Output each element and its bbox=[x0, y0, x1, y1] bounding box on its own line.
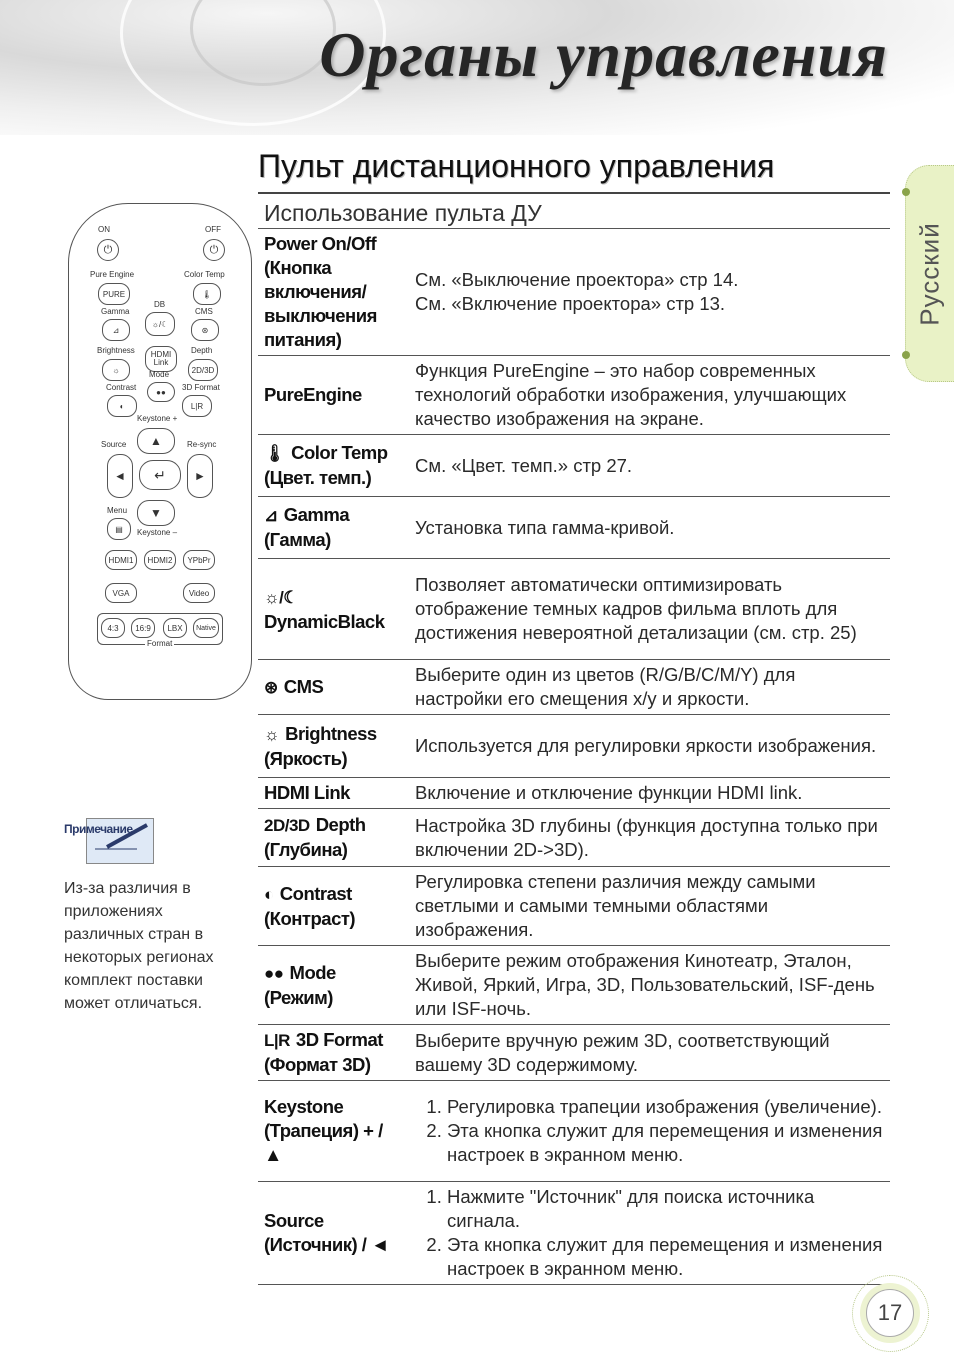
table-row bbox=[258, 356, 890, 435]
cms-icon: ⊛ bbox=[191, 319, 219, 341]
gamma-icon: ⊿ bbox=[102, 319, 130, 341]
remote-label-color-temp: Color Temp bbox=[184, 270, 225, 279]
function-description bbox=[407, 356, 890, 435]
function-description bbox=[407, 1081, 890, 1182]
table-row bbox=[258, 229, 890, 356]
remote-16-9-button: 16:9 bbox=[131, 618, 155, 638]
description-text: См. «Цвет. темп.» стр 27. bbox=[415, 454, 633, 476]
description-text: Функция PureEngine – это набор современных технологий обработки изображения, улучшающих качество изображения на экране. bbox=[415, 360, 847, 429]
brightness-icon: ☼ bbox=[102, 359, 130, 381]
remote-control-illustration bbox=[68, 203, 252, 700]
function-description bbox=[407, 497, 890, 559]
function-description bbox=[407, 229, 890, 356]
function-name-text: Contrast (Контраст) bbox=[264, 882, 356, 929]
table-row bbox=[258, 559, 890, 660]
function-icon: L|R bbox=[264, 1031, 290, 1050]
function-name-text: 3D Format (Формат 3D) bbox=[264, 1029, 383, 1075]
function-name bbox=[258, 497, 407, 559]
page-number: 17 bbox=[866, 1289, 914, 1337]
remote-label-keystone-minus: Keystone – bbox=[137, 528, 178, 537]
remote-label-source: Source bbox=[101, 440, 127, 449]
function-name-text: Mode (Режим) bbox=[264, 961, 336, 1008]
function-icon: 2D/3D bbox=[264, 816, 310, 835]
description-text: Позволяет автоматически оптимизировать отображение темных кадров фильма вплоть для достижения невероятной детализации (см. стр. 25) bbox=[415, 574, 857, 643]
function-icon: ⊿ bbox=[264, 506, 278, 525]
description-text: Используется для регулировки яркости изображения. bbox=[415, 735, 877, 756]
table-row bbox=[258, 1081, 890, 1182]
remote-label-on: ON bbox=[98, 225, 110, 234]
description-text: Выберите один из цветов (R/G/B/C/M/Y) для настройки его смещения x/y и яркости. bbox=[415, 664, 796, 709]
function-name bbox=[258, 715, 407, 778]
description-text: Настройка 3D глубины (функция доступна только при включении 2D->3D). bbox=[415, 814, 878, 860]
power-on-icon: ⏻ bbox=[97, 239, 119, 261]
function-name bbox=[258, 660, 407, 715]
function-name-text: HDMI Link bbox=[264, 782, 350, 803]
function-icon: ⊛ bbox=[264, 677, 278, 697]
function-name bbox=[258, 1182, 407, 1285]
table-row bbox=[258, 778, 890, 809]
function-name bbox=[258, 946, 407, 1025]
function-name bbox=[258, 229, 407, 356]
list-item: 2. Эта кнопка служит для перемещения и изменения настроек в экранном меню. bbox=[447, 1233, 884, 1281]
list-item: 2. Эта кнопка служит для перемещения и изменения настроек в экранном меню. bbox=[447, 1119, 884, 1167]
function-icon: ●● bbox=[264, 963, 284, 983]
description-text: См. «Выключение проектора» стр 14. См. «Включение проектора» стр 13. bbox=[415, 269, 739, 314]
remote-hdmi2-button: HDMI2 bbox=[144, 550, 176, 570]
function-name-text: PureEngine bbox=[264, 384, 362, 405]
table-row bbox=[258, 660, 890, 715]
table-row bbox=[258, 946, 890, 1025]
power-off-icon: ⏻ bbox=[203, 239, 225, 261]
note-label: Примечание bbox=[64, 822, 133, 836]
function-name-text: DynamicBlack bbox=[264, 610, 385, 632]
table-row bbox=[258, 867, 890, 946]
table-row bbox=[258, 809, 890, 867]
table-row bbox=[258, 1025, 890, 1081]
subsection-title: Использование пульта ДУ bbox=[264, 200, 542, 226]
resync-right-icon: ► bbox=[187, 454, 213, 498]
remote-label-3d-format: 3D Format bbox=[182, 383, 220, 392]
function-name-text: Gamma (Гамма) bbox=[264, 504, 350, 550]
description-text: Включение и отключение функции HDMI link. bbox=[415, 782, 803, 803]
page-title: Органы управления bbox=[319, 19, 888, 90]
function-name-text: CMS bbox=[283, 675, 324, 697]
function-name bbox=[258, 778, 407, 809]
remote-label-keystone-plus: Keystone + bbox=[137, 414, 178, 423]
function-name bbox=[258, 867, 407, 946]
language-label: Русский bbox=[914, 221, 945, 326]
description-text: Регулировка степени различия между самыми светлыми и самыми темными областями изображения. bbox=[415, 871, 816, 940]
remote-label-db: DB bbox=[154, 300, 166, 309]
function-name bbox=[258, 1081, 407, 1182]
remote-label-mode: Mode bbox=[149, 370, 170, 379]
function-icon: ◐ bbox=[264, 884, 274, 904]
remote-label-off: OFF bbox=[205, 225, 221, 234]
function-name bbox=[258, 356, 407, 435]
function-icon: ☼/☾ bbox=[264, 587, 299, 607]
function-description bbox=[407, 435, 890, 497]
list-item: 1. Регулировка трапеции изображения (увеличение). bbox=[447, 1095, 884, 1119]
remote-lbx-button: LBX bbox=[163, 618, 187, 638]
remote-label-menu: Menu bbox=[107, 506, 128, 515]
function-description bbox=[407, 946, 890, 1025]
keystone-up-icon: ▲ bbox=[137, 428, 175, 454]
section-divider bbox=[258, 192, 890, 194]
3d-format-icon: L|R bbox=[182, 395, 212, 417]
function-name-text: Keystone (Трапеция) + / ▲ bbox=[264, 1096, 383, 1165]
function-description bbox=[407, 1182, 890, 1285]
description-text: Выберите вручную режим 3D, соответствующий вашему 3D содержимому. bbox=[415, 1029, 830, 1075]
keystone-down-icon: ▼ bbox=[137, 500, 175, 526]
tab-dot bbox=[902, 351, 910, 359]
function-name bbox=[258, 435, 407, 497]
function-description bbox=[407, 778, 890, 809]
menu-icon: ▤ bbox=[107, 518, 131, 540]
function-description bbox=[407, 715, 890, 778]
enter-icon: ↵ bbox=[139, 460, 181, 490]
function-description bbox=[407, 559, 890, 660]
depth-icon: 2D/3D bbox=[188, 359, 218, 381]
remote-functions-table bbox=[258, 228, 890, 1285]
function-description bbox=[407, 1025, 890, 1081]
remote-ypbpr-button: YPbPr bbox=[183, 550, 215, 570]
remote-video-button: Video bbox=[183, 583, 215, 603]
function-name bbox=[258, 559, 407, 660]
function-name-text: Color Temp (Цвет. темп.) bbox=[264, 442, 388, 488]
remote-4-3-button: 4:3 bbox=[101, 618, 125, 638]
function-name-text: Depth (Глубина) bbox=[264, 814, 366, 860]
function-description bbox=[407, 867, 890, 946]
section-title: Пульт дистанционного управления bbox=[258, 148, 775, 184]
source-left-icon: ◄ bbox=[107, 454, 133, 498]
function-description bbox=[407, 809, 890, 867]
tab-dot bbox=[902, 188, 910, 196]
remote-hdmi1-button: HDMI1 bbox=[105, 550, 137, 570]
remote-vga-button: VGA bbox=[105, 583, 137, 603]
note-text: Из-за различия в приложениях различных стран в некоторых регионах комплект поставки может отличаться. bbox=[64, 880, 214, 1012]
description-text: Установка типа гамма-кривой. bbox=[415, 516, 675, 538]
function-name-text: Brightness (Яркость) bbox=[264, 722, 377, 769]
function-icon: ☼ bbox=[264, 724, 280, 744]
dynamic-black-icon: ☼/☾ bbox=[145, 312, 175, 336]
list-item: 1. Нажмите "Источник" для поиска источника сигнала. bbox=[447, 1185, 884, 1233]
color-temp-icon: 🌡 bbox=[193, 283, 221, 305]
steps-list bbox=[415, 1095, 884, 1167]
table-row bbox=[258, 435, 890, 497]
remote-label-contrast: Contrast bbox=[106, 383, 137, 392]
language-tab bbox=[905, 165, 954, 382]
contrast-icon: ◐ bbox=[107, 395, 137, 417]
remote-label-resync: Re-sync bbox=[187, 440, 217, 449]
remote-hdmi-link-button: HDMI Link bbox=[145, 346, 177, 372]
remote-label-gamma: Gamma bbox=[101, 307, 130, 316]
remote-label-format: Format bbox=[147, 639, 173, 648]
function-icon: 🌡 bbox=[264, 444, 286, 463]
remote-label-cms: CMS bbox=[195, 307, 213, 316]
remote-pure-button: PURE bbox=[98, 283, 130, 305]
description-text: Выберите режим отображения Кинотеатр, Эталон, Живой, Яркий, Игра, 3D, Пользовательский, ISF-день или ISF-ночь. bbox=[415, 950, 875, 1019]
remote-label-brightness: Brightness bbox=[97, 346, 135, 355]
function-name-text: Source (Источник) / ◄ bbox=[264, 1210, 389, 1255]
function-name bbox=[258, 809, 407, 867]
remote-label-depth: Depth bbox=[191, 346, 213, 355]
table-row bbox=[258, 715, 890, 778]
steps-list bbox=[415, 1185, 884, 1281]
remote-native-button: Native bbox=[193, 618, 219, 638]
remote-label-pure-engine: Pure Engine bbox=[90, 270, 135, 279]
table-row bbox=[258, 1182, 890, 1285]
function-name-text: Power On/Off (Кнопка включения/ выключения питания) bbox=[264, 233, 377, 350]
mode-icon: ●● bbox=[147, 382, 175, 402]
table-row bbox=[258, 497, 890, 559]
function-description bbox=[407, 660, 890, 715]
function-name bbox=[258, 1025, 407, 1081]
